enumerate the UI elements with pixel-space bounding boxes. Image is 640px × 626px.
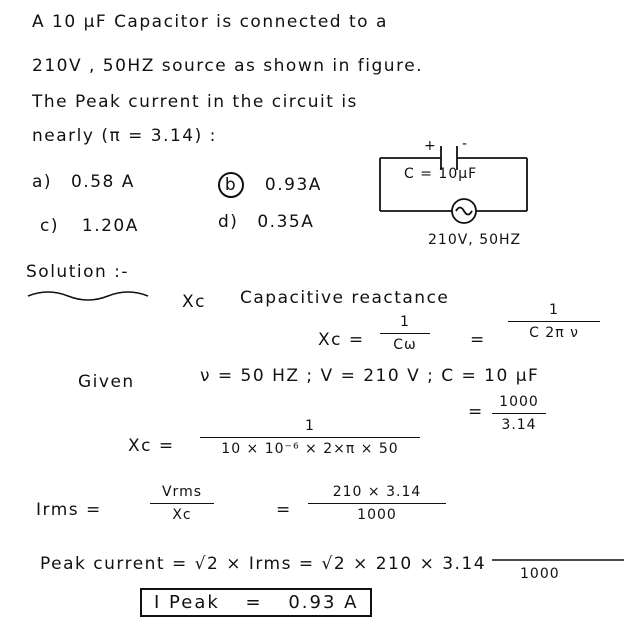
option-d-text: 0.35A — [257, 212, 315, 232]
option-b-label: b — [218, 172, 244, 198]
peak-current-denominator: 1000 — [520, 566, 560, 582]
capacitor-plus-sign: + — [424, 138, 437, 154]
xc-fraction-1-num: 1 — [400, 314, 410, 330]
xc-fraction-2-den: C 2π ν — [529, 325, 579, 341]
final-answer-equals: = — [245, 592, 263, 613]
irms-den: Xc — [172, 507, 192, 523]
xc-result-num: 1000 — [499, 394, 539, 410]
xc-formula-lhs: Xc = — [318, 330, 365, 350]
xc-formula-equals: = — [470, 330, 486, 350]
irms-equals: = — [276, 500, 292, 520]
xc-description: Capacitive reactance — [240, 288, 450, 308]
given-values: ν = 50 HZ ; V = 210 V ; C = 10 µF — [200, 366, 540, 386]
option-c-label: c) — [40, 216, 59, 236]
final-answer-label: I Peak — [154, 592, 220, 613]
xc-calc-equals: = — [468, 402, 484, 422]
xc-fraction-2-num: 1 — [549, 302, 559, 318]
question-line-2: 210V , 50HZ source as shown in figure. — [32, 56, 424, 76]
question-line-4: nearly (π = 3.14) : — [32, 126, 217, 146]
question-line-1: A 10 µF Capacitor is connected to a — [32, 12, 388, 32]
source-label: 210V, 50HZ — [428, 232, 522, 248]
option-a-label: a) — [32, 172, 53, 192]
xc-calc-num: 1 — [305, 418, 315, 434]
xc-result-den: 3.14 — [501, 417, 537, 433]
xc-calc-den: 10 × 10⁻⁶ × 2×π × 50 — [221, 441, 399, 457]
given-label: Given — [78, 372, 135, 392]
irms-num: Vrms — [161, 484, 203, 500]
option-b-text: 0.93A — [264, 175, 322, 195]
xc-calc-lhs: Xc = — [128, 436, 175, 456]
question-line-3: The Peak current in the circuit is — [32, 92, 358, 112]
option-d-label: d) — [218, 212, 239, 232]
xc-symbol: Xc — [182, 292, 206, 312]
option-c-text: 1.20A — [81, 216, 139, 236]
xc-fraction-1-den: Cω — [393, 337, 417, 353]
irms-lhs: Irms = — [36, 500, 102, 520]
capacitor-label: C = 10µF — [404, 166, 478, 182]
final-answer-box — [140, 588, 372, 617]
capacitor-minus-sign: - — [462, 136, 469, 152]
peak-current-expression: Peak current = √2 × Irms = √2 × 210 × 3.14 — [40, 554, 487, 574]
irms-result-den: 1000 — [357, 507, 397, 523]
solution-heading: Solution :- — [26, 262, 130, 282]
option-a-text: 0.58 A — [70, 172, 135, 192]
final-answer-value: 0.93 A — [288, 592, 359, 613]
irms-result-num: 210 × 3.14 — [332, 484, 422, 500]
